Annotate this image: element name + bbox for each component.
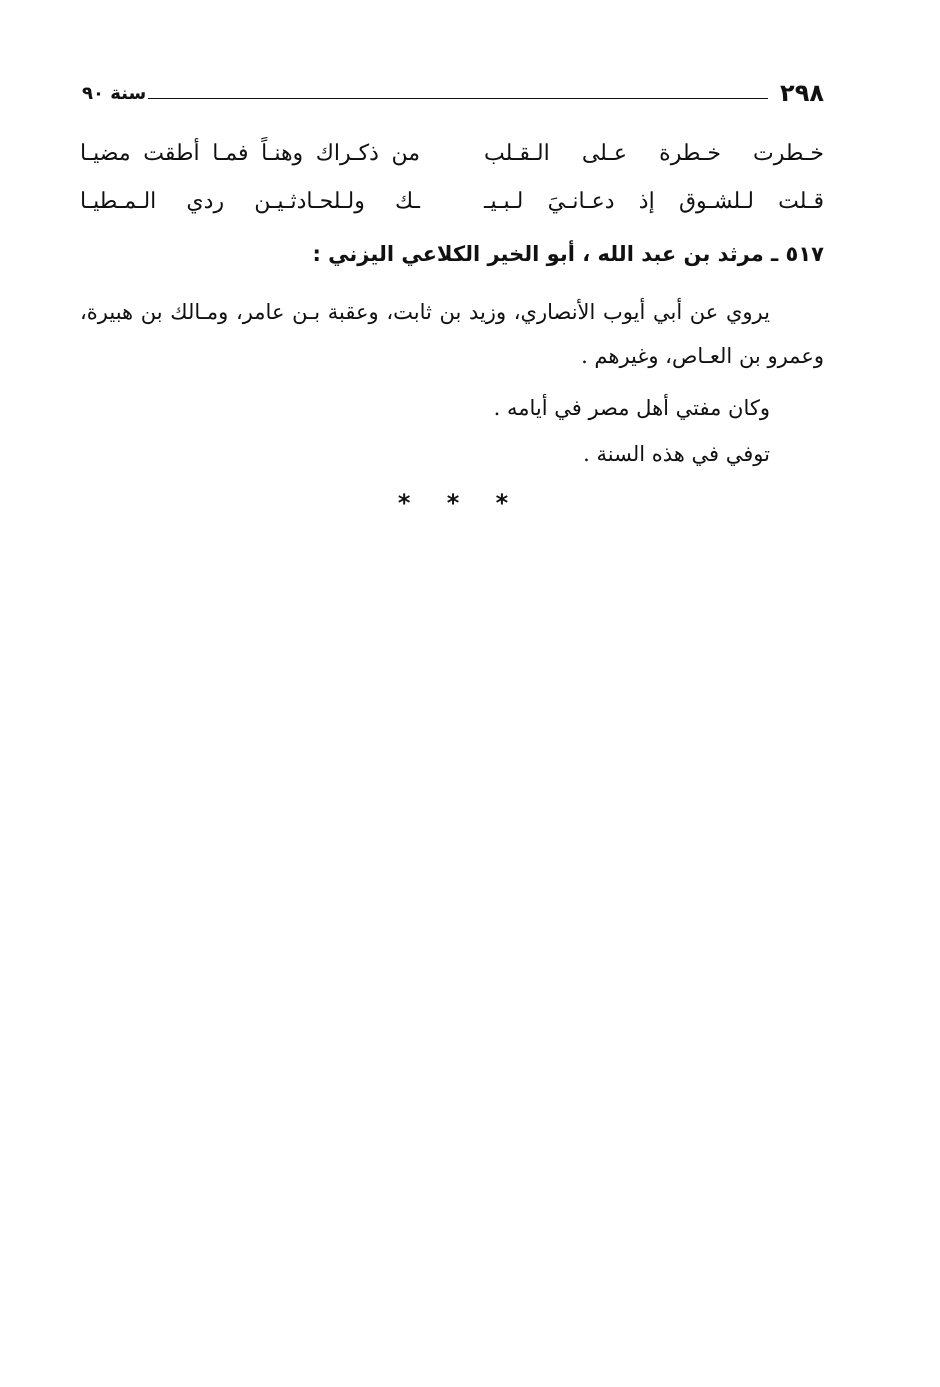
header-rule — [148, 98, 768, 99]
poem-verse — [80, 134, 824, 174]
verse-first-hemistich: خـطرت خـطرة عـلى الـقـلب — [484, 141, 824, 166]
verse-first-hemistich: قـلت لـلشـوق إذ دعـانـيَ لـبـيـ — [484, 189, 824, 214]
page-header — [82, 78, 824, 118]
verse-second-hemistich: من ذكـراك وهنـاً فمـا أطقت مضيـا — [80, 141, 420, 166]
section-separator: * * * — [397, 489, 523, 517]
entry-heading: ٥١٧ ـ مرثد بن عبد الله ، أبو الخير الكلاعي اليزني : — [312, 242, 824, 266]
running-title: سنة ٩٠ — [82, 83, 147, 104]
page-number: ٢٩٨ — [780, 79, 824, 107]
entry-paragraph: يروي عن أبي أيوب الأنصاري، وزيد بن ثابت، وعقبة بـن عامر، ومـالك بن هبيرة، وعمرو بن العـاص، وغيرهم . — [80, 300, 824, 368]
verse-second-hemistich: ـك ولـلحـادثـيـن ردي الـمـطيـا — [80, 189, 420, 214]
entry-paragraph: توفي في هذه السنة . — [583, 442, 770, 466]
entry-paragraph: وكان مفتي أهل مصر في أيامه . — [493, 396, 770, 420]
poem-verse — [80, 182, 824, 222]
